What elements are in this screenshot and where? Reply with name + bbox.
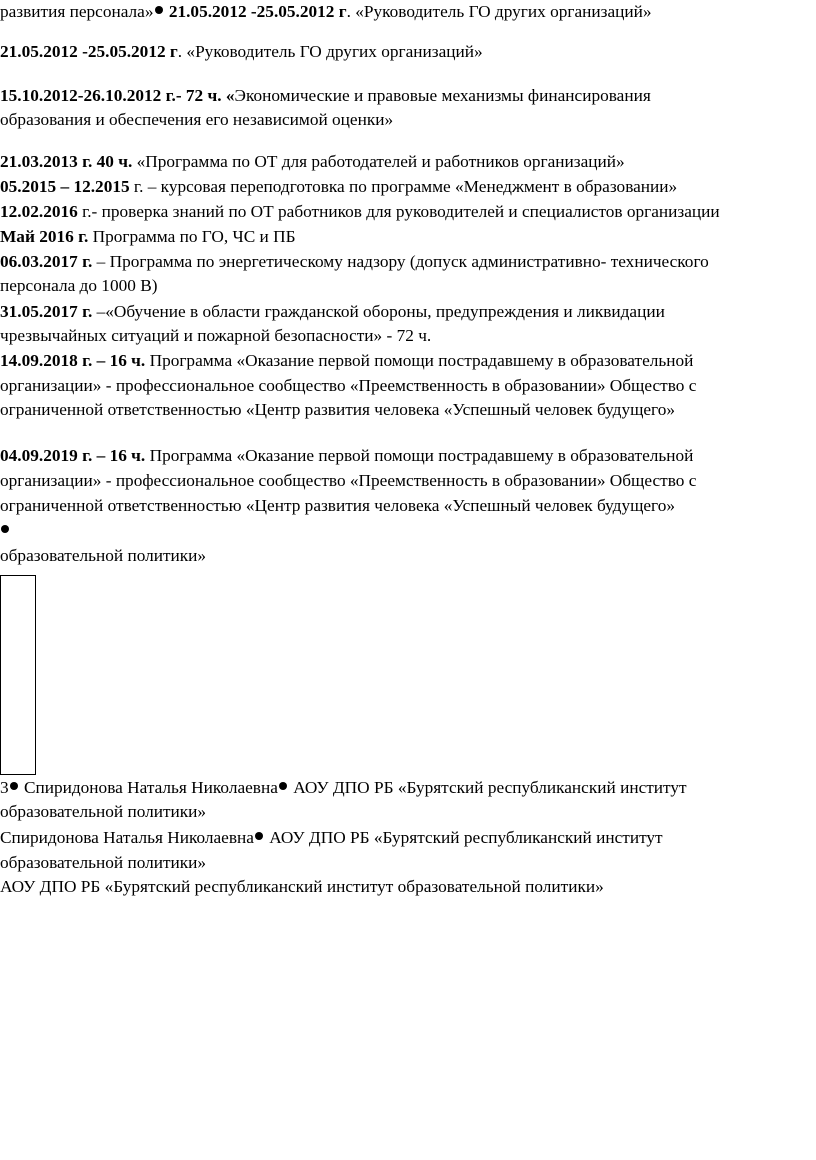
text-line <box>0 326 431 346</box>
date-range: 31.05.2017 г. <box>0 302 93 321</box>
text-fragment: Программа «Оказание первой помощи пострадавшему в образовательной <box>145 446 694 465</box>
text-line <box>0 828 663 848</box>
date-range: 21.03.2013 г. 40 ч. <box>0 152 133 171</box>
text-fragment: «Программа по ОТ для работодателей и работников организаций» <box>132 152 625 171</box>
text-fragment: Программа «Оказание первой помощи пострадавшему в образовательной <box>145 351 694 370</box>
text-line <box>0 2 652 22</box>
text-line <box>0 252 709 272</box>
text-line <box>0 853 206 873</box>
text-fragment: образовательной политики» <box>0 802 207 821</box>
date-range: 15.10.2012-26.10.2012 г.- 72 ч. « <box>0 86 235 105</box>
date-range: Май 2016 г. <box>0 227 89 246</box>
text-line <box>0 400 675 420</box>
person-name: Спиридонова Наталья Николаевна <box>19 778 278 797</box>
organization-name: АОУ ДПО РБ «Бурятский республиканский институт <box>288 778 687 797</box>
organization-name: АОУ ДПО РБ «Бурятский республиканский институт образовательной политики» <box>0 877 604 896</box>
text-line <box>0 152 625 172</box>
date-range: 06.03.2017 г. <box>0 252 93 271</box>
text-line <box>0 877 604 897</box>
text-fragment: Программа по ГО, ЧС и ПБ <box>88 227 296 246</box>
text-fragment: ограниченной ответственностью «Центр развития человека «Успешный человек будущего» <box>0 496 675 515</box>
text-fragment: –«Обучение в области гражданской обороны, предупреждения и ликвидации <box>92 302 665 321</box>
text-fragment: . «Руководитель ГО других организаций» <box>346 2 652 21</box>
date-range: 05.2015 – 12.2015 <box>0 177 130 196</box>
text-line <box>0 42 483 62</box>
text-line <box>0 496 675 516</box>
text-fragment: чрезвычайных ситуаций и пожарной безопасности» - 72 ч. <box>0 326 432 345</box>
text-line <box>0 778 687 798</box>
bullet-icon <box>10 782 18 790</box>
text-line <box>0 202 720 222</box>
text-fragment: образования и обеспечения его независимой оценки» <box>0 110 394 129</box>
text-line <box>0 802 206 822</box>
text-fragment: организации» - профессиональное сообщество «Преемственность в образовании» Общество с <box>0 471 697 490</box>
text-fragment: ограниченной ответственностью «Центр развития человека «Успешный человек будущего» <box>0 400 675 419</box>
text-line <box>0 471 696 491</box>
person-name: Спиридонова Наталья Николаевна <box>0 828 254 847</box>
text-fragment: развития персонала» <box>0 2 154 21</box>
text-line <box>0 86 651 106</box>
date-range: 21.05.2012 -25.05.2012 г <box>168 2 347 21</box>
bullet-icon <box>255 832 263 840</box>
bullet-icon <box>155 6 163 14</box>
text-fragment: образовательной политики» <box>0 853 207 872</box>
text-fragment: г. – курсовая переподготовка по программе «Менеджмент в образовании» <box>129 177 678 196</box>
text-line <box>0 546 206 566</box>
text-fragment: г.- проверка знаний по ОТ работников для руководителей и специалистов организации <box>77 202 720 221</box>
bullet-icon <box>1 525 9 533</box>
text-fragment: – Программа по энергетическому надзору (допуск административно- технического <box>92 252 709 271</box>
text-fragment: персонала до 1000 В) <box>0 276 158 295</box>
text-line <box>0 351 693 371</box>
bullet-icon <box>279 782 287 790</box>
date-range: 12.02.2016 <box>0 202 78 221</box>
date-range: 21.05.2012 -25.05.2012 г <box>0 42 178 61</box>
text-line <box>0 376 696 396</box>
text-fragment: образовательной политики» <box>0 546 207 565</box>
empty-frame-box <box>0 575 36 775</box>
text-line <box>0 227 296 247</box>
text-line <box>0 302 665 322</box>
text-fragment: организации» - профессиональное сообщество «Преемственность в образовании» Общество с <box>0 376 697 395</box>
date-range: 14.09.2018 г. – 16 ч. <box>0 351 146 370</box>
text-fragment: 3 <box>0 778 9 797</box>
text-line <box>0 446 693 466</box>
organization-name: АОУ ДПО РБ «Бурятский республиканский институт <box>264 828 663 847</box>
text-fragment: Экономические и правовые механизмы финансирования <box>234 86 651 105</box>
text-fragment: . «Руководитель ГО других организаций» <box>177 42 483 61</box>
text-line <box>0 177 677 197</box>
text-line <box>0 110 393 130</box>
date-range: 04.09.2019 г. – 16 ч. <box>0 446 146 465</box>
text-line <box>0 276 157 296</box>
text-line <box>0 521 11 541</box>
